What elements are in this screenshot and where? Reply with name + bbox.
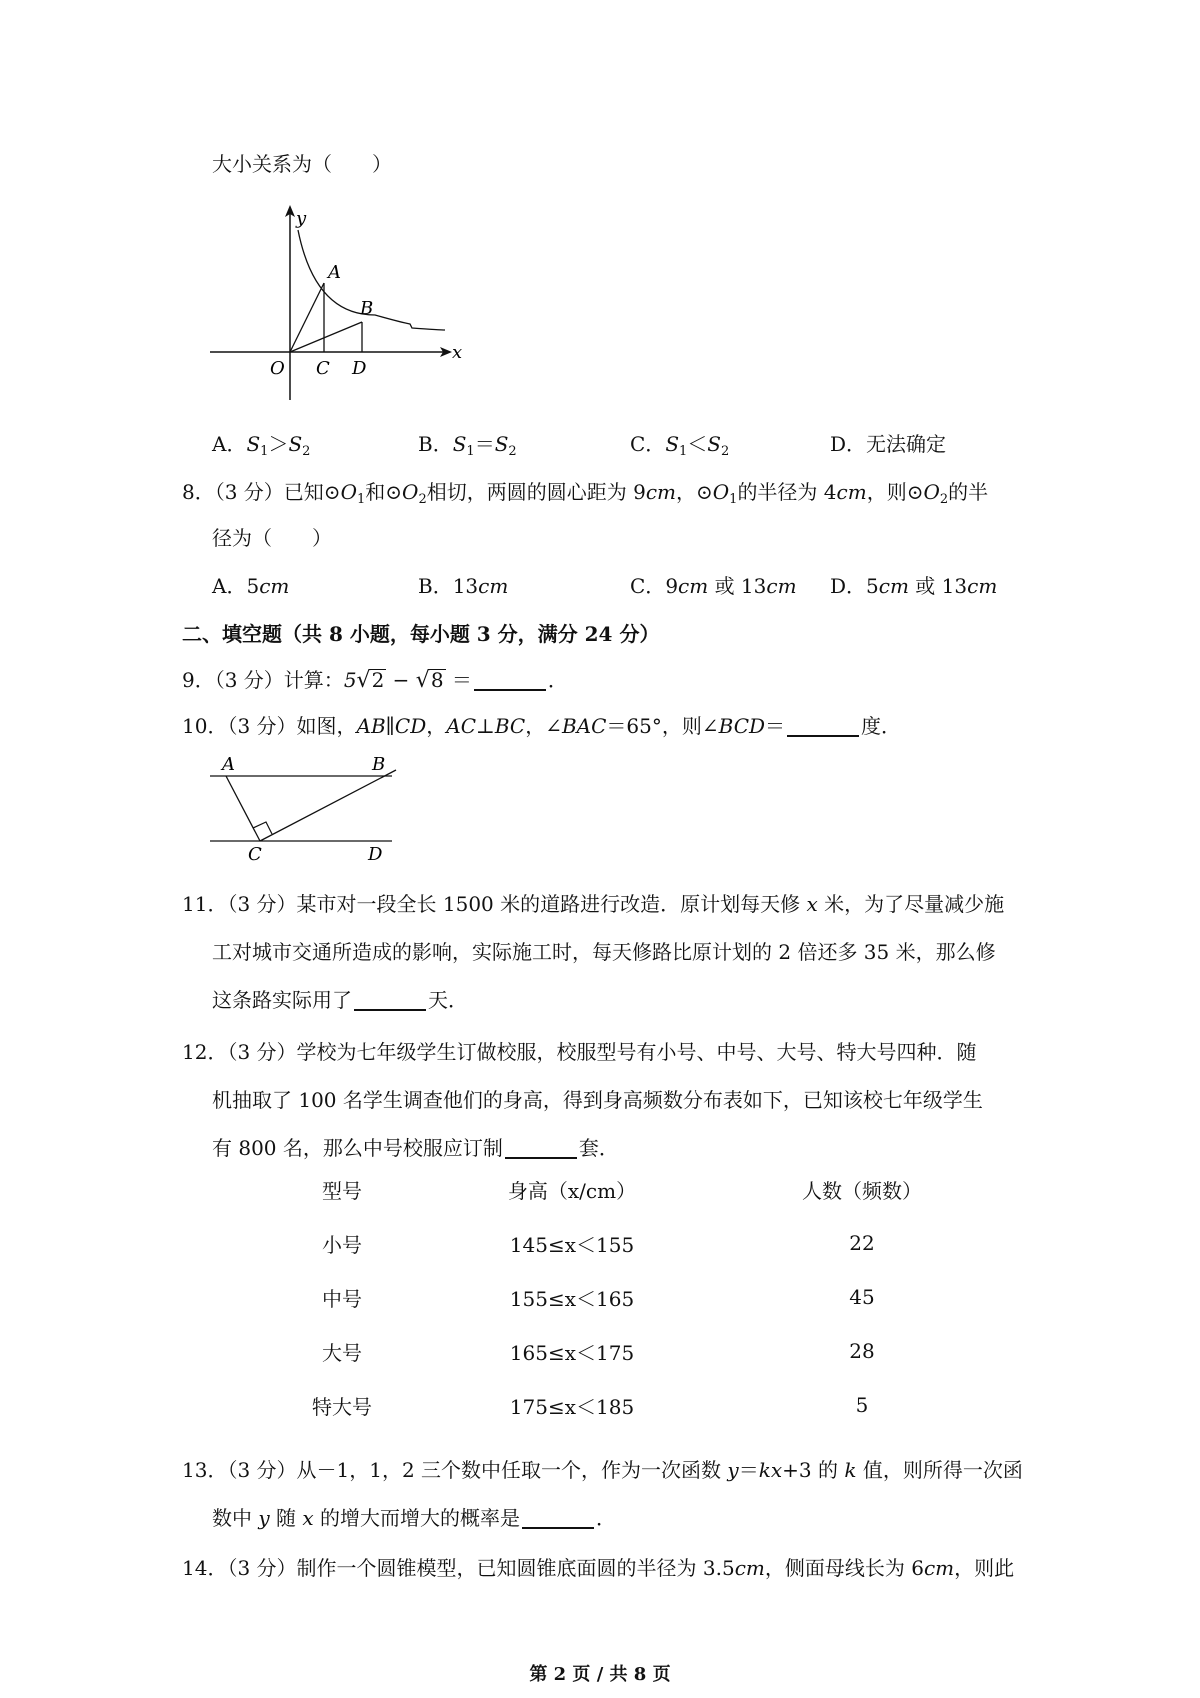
segment-AC [226, 776, 260, 841]
label-D: D [368, 844, 383, 862]
table-header-row: 型号 身高（x/cm） 人数（频数） [322, 1178, 922, 1203]
q9-line: 9．（3 分）计算：5√2 − √8 ＝ ． [182, 668, 568, 693]
segment-CB [260, 770, 396, 841]
label-C: C [248, 844, 262, 862]
q10-parallel-lines-figure [200, 752, 400, 862]
height-frequency-table [262, 1162, 1002, 1432]
q8-option-a[interactable]: A．5cm [212, 574, 290, 598]
q7-option-d[interactable]: D．无法确定 [830, 432, 947, 456]
label-x: x [452, 342, 463, 363]
table-row: 大号 165≤x＜175 28 [322, 1339, 875, 1365]
section-2-heading: 二、填空题（共 8 小题，每小题 3 分，满分 24 分） [182, 622, 660, 646]
q12-line3: 有 800 名，那么中号校服应订制 套． [212, 1136, 619, 1160]
q7-option-a[interactable]: A．$S_1>S_2$ [212, 432, 311, 459]
q10-line: 10．（3 分）如图，AB∥CD，AC⊥BC，∠BAC＝65°，则∠BCD＝ 度． [182, 714, 902, 738]
q12-line1: 12．（3 分）学校为七年级学生订做校服，校服型号有小号、中号、大号、特大号四种．随 [182, 1040, 977, 1064]
label-A: A [328, 262, 341, 283]
q11-line3: 这条路实际用了 天． [212, 988, 468, 1012]
table-row: 中号 155≤x＜165 45 [322, 1285, 875, 1311]
table-row: 特大号 175≤x＜185 5 [312, 1393, 869, 1419]
segment-OB [290, 322, 362, 352]
q11-line2: 工对城市交通所造成的影响，实际施工时，每天修路比原计划的 2 倍还多 35 米，那么修 [212, 940, 996, 964]
q12-line2: 机抽取了 100 名学生调查他们的身高，得到身高频数分布表如下，已知该校七年级学生 [212, 1088, 983, 1112]
label-O: O [270, 358, 285, 379]
label-D: D [352, 358, 367, 379]
label-y: y [296, 208, 307, 229]
label-A: A [222, 754, 235, 775]
q11-line1: 11．（3 分）某市对一段全长 1500 米的道路进行改造．原计划每天修 x 米，为了尽量减少施 [182, 892, 1005, 916]
q13-line2: 数中 y 随 x 的增大而增大的概率是 ． [212, 1506, 617, 1530]
q14-line1: 14．（3 分）制作一个圆锥模型，已知圆锥底面圆的半径为 3.5cm，侧面母线长为 6cm，则此 [182, 1556, 1015, 1580]
q10-answer-blank[interactable] [787, 713, 859, 737]
q7-graph-figure [200, 200, 470, 410]
q8-line1: 8．（3 分）已知$⊙O_1$和$⊙O_2$相切，两圆的圆心距为 9cm，$⊙O_1$的半径为 4cm，则$⊙O_2$的半 [182, 480, 989, 507]
label-B: B [360, 298, 374, 319]
q7-option-b[interactable]: B．$S_1=S_2$ [418, 432, 517, 459]
q8-option-d[interactable]: D．5cm 或 13cm [830, 574, 998, 598]
q13-line1: 13．（3 分）从－1，1，2 三个数中任取一个，作为一次函数 y＝kx+3 的 k 值，则所得一次函 [182, 1458, 1023, 1482]
label-C: C [316, 358, 330, 379]
q12-answer-blank[interactable] [505, 1135, 577, 1159]
segment-OA [290, 283, 324, 352]
q7-option-c[interactable]: C．$S_1<S_2$ [630, 432, 730, 459]
q7-tail: 大小关系为（ ） [212, 152, 392, 176]
q8-option-c[interactable]: C．9cm 或 13cm [630, 574, 797, 598]
q11-answer-blank[interactable] [354, 987, 426, 1011]
table-row: 小号 145≤x＜155 22 [322, 1231, 875, 1257]
q8-option-b[interactable]: B．13cm [418, 574, 509, 598]
page-footer: 第 2 页 / 共 8 页 [529, 1664, 671, 1685]
label-B: B [372, 754, 386, 775]
q9-answer-blank[interactable] [474, 667, 546, 691]
q13-answer-blank[interactable] [522, 1505, 594, 1529]
q8-line2: 径为（ ） [212, 526, 332, 550]
